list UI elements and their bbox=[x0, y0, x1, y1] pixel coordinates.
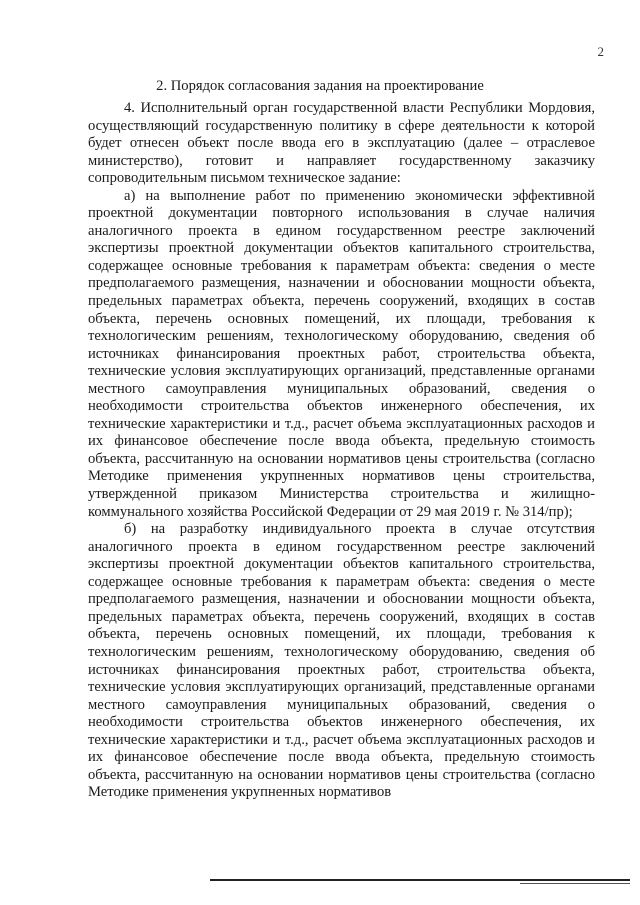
footer-rule bbox=[210, 879, 630, 881]
document-body bbox=[88, 100, 595, 802]
paragraph-subitem-a: а) на выполнение работ по применению экономически эффективной проектной документации повторного использования в случае наличия аналогичного проекта в едином государственном реестре заключений экспертизы проектной документации объектов капитального строительства, содержащее основные требования к параметрам объекта: сведения о месте предполагаемого размещения, назначении и обосновании мощности объекта, предельных параметрах объекта, перечень сооружений, входящих в состав объекта, перечень основных помещений, их площади, требования к технологическим решениям, технологическому оборудованию, сведения об источниках финансирования проектных работ, строительства объекта, технические условия эксплуатирующих организаций, представленные органами местного самоуправления муниципальных образований, сведения о необходимости строительства объектов инженерного обеспечения, их технические характеристики и т.д., расчет объема эксплуатационных расходов и их финансовое обеспечение после ввода объекта, предельную стоимость объекта, рассчитанную на основании нормативов цены строительства (согласно Методике применения укрупненных нормативов цены строительства, утвержденной приказом Министерства строительства и жилищно-коммунального хозяйства Российской Федерации от 29 мая 2019 г. № 314/пр); bbox=[88, 187, 595, 520]
page-number: 2 bbox=[597, 44, 604, 59]
footer-rule-thin bbox=[520, 883, 630, 884]
paragraph-subitem-b: б) на разработку индивидуального проекта в случае отсутствия аналогичного проекта в едином государственном реестре заключений экспертизы проектной документации объектов капитального строительства, содержащее основные требования к параметрам объекта: сведения о месте предполагаемого размещения, назначении и обосновании мощности объекта, предельных параметрах объекта, перечень сооружений, входящих в состав объекта, перечень основных помещений, их площади, требования к технологическим решениям, технологическому оборудованию, сведения об источниках финансирования проектных работ, строительства объекта, технические условия эксплуатирующих организаций, представленные органами местного самоуправления муниципальных образований, сведения о необходимости строительства объектов инженерного обеспечения, их технические характеристики и т.д., расчет объема эксплуатационных расходов и их финансовое обеспечение после ввода объекта, предельную стоимость объекта, рассчитанную на основании нормативов цены строительства (согласно Методике применения укрупненных нормативов bbox=[88, 521, 595, 801]
section-heading: 2. Порядок согласования задания на проектирование bbox=[156, 78, 484, 94]
paragraph-item-4: 4. Исполнительный орган государственной власти Республики Мордовия, осуществляющий государственную политику в сфере деятельности к которой будет отнесен объект после ввода его в эксплуатацию (далее – отраслевое министерство), готовит и направляет государственному заказчику сопроводительным письмом техническое задание: bbox=[88, 100, 595, 187]
